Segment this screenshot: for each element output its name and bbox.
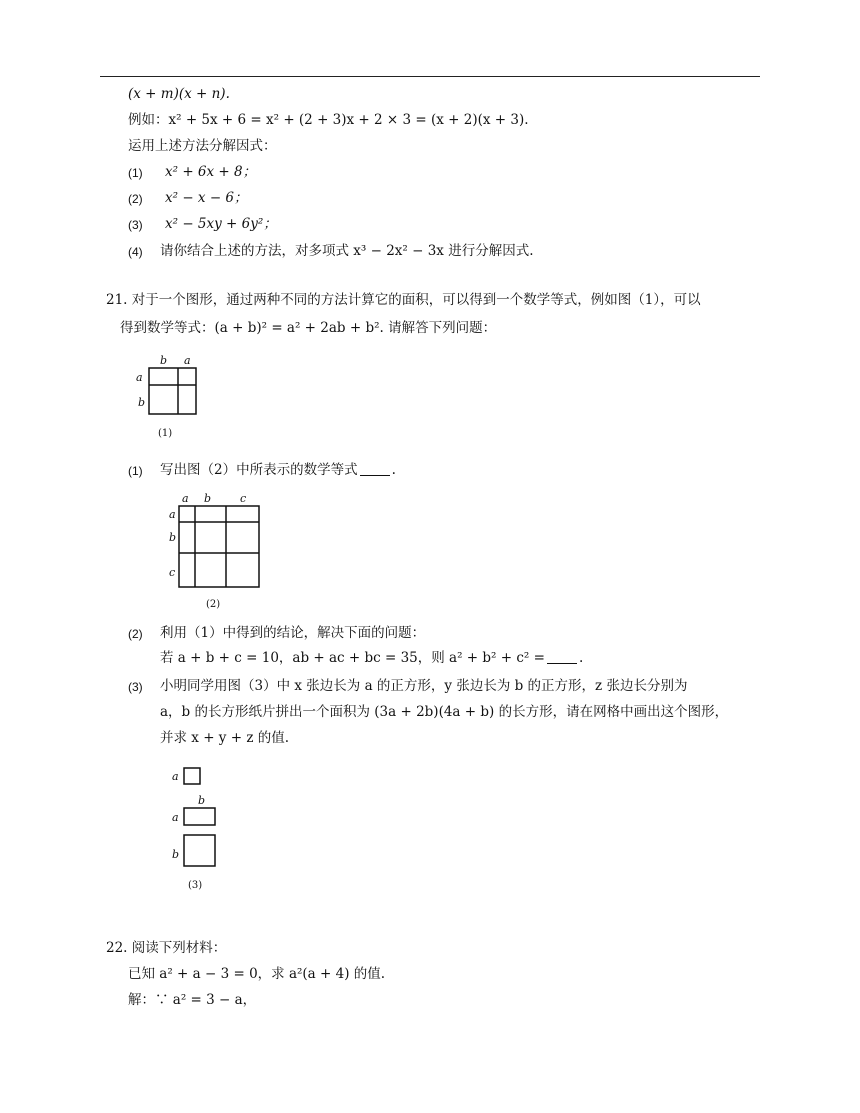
answer-blank[interactable] (547, 649, 577, 664)
part-3-line1: 小明同学用图（3）中 x 张边长为 a 的正方形，y 张边长为 b 的正方形，z 张边长分别为 (160, 678, 688, 694)
part-3-line2: a，b 的长方形纸片拼出一个面积为 (3a + 2b)(4a + b) 的长方形，请在网格中画出这个图形， (160, 704, 729, 720)
fig2-top-label-c: c (240, 492, 247, 505)
fig1-top-label-b: b (160, 354, 168, 367)
part-number: (1) (128, 464, 143, 478)
figure-3 (164, 764, 234, 898)
item-number: (1) (128, 166, 143, 180)
part-2-condition (160, 648, 583, 668)
fig1-left-label-a: a (136, 371, 143, 384)
part-1-label: 写出图（2）中所表示的数学等式 (160, 462, 358, 478)
figure-2 (160, 490, 270, 618)
fig3-caption: (3) (188, 880, 203, 891)
text-line: (x + m)(x + n). (128, 86, 230, 102)
fig3-label-b-left: b (172, 848, 180, 861)
fig3-label-b-top: b (198, 794, 206, 807)
answer-blank[interactable] (360, 461, 390, 476)
header-rule (100, 76, 760, 77)
item-text: 请你结合上述的方法，对多项式 x³ − 2x² − 3x 进行分解因式. (160, 243, 534, 259)
fig2-left-label-c: c (169, 566, 176, 579)
fig2-top-label-b: b (204, 492, 212, 505)
item-number: (2) (128, 192, 143, 206)
question-22-given: 已知 a² + a − 3 = 0，求 a²(a + 4) 的值. (128, 966, 386, 982)
question-21-line2: 得到数学等式：(a + b)² = a² + 2ab + b². 请解答下列问题： (120, 320, 497, 336)
part-2-equation: 若 a + b + c = 10，ab + ac + bc = 35，则 a² + b² + c² = (160, 650, 545, 666)
item-text: x² − 5xy + 6y²； (165, 216, 277, 232)
fig3-label-a-left: a (172, 811, 179, 824)
fig1-top-label-a: a (184, 354, 191, 367)
fig3-label-a: a (172, 770, 179, 783)
fig2-caption: (2) (206, 599, 221, 610)
part-number: (2) (128, 627, 143, 641)
question-21-line1: 21. 对于一个图形，通过两种不同的方法计算它的面积，可以得到一个数学等式，例如图（1），可以 (106, 292, 701, 308)
part-2-text: 利用（1）中得到的结论，解决下面的问题： (160, 625, 426, 641)
item-number: (4) (128, 245, 143, 259)
item-number: (3) (128, 218, 143, 232)
fig2-top-label-a: a (182, 492, 189, 505)
fig2-left-label-a: a (169, 508, 176, 521)
fig1-left-label-b: b (138, 396, 146, 409)
item-text: x² + 6x + 8； (165, 164, 257, 180)
fig2-left-label-b: b (169, 531, 177, 544)
part-1-text (160, 460, 396, 480)
period: . (578, 650, 584, 666)
part-3-line3: 并求 x + y + z 的值. (160, 730, 290, 746)
example-line: 例如：x² + 5x + 6 = x² + (2 + 3)x + 2 × 3 = (x + 2)(x + 3). (128, 112, 529, 128)
question-22-solution: 解：∵ a² = 3 − a， (128, 992, 257, 1008)
part-number: (3) (128, 680, 143, 694)
fig1-caption: (1) (158, 428, 173, 439)
figure-1 (130, 352, 210, 448)
item-text: x² − x − 6； (165, 190, 248, 206)
question-22-title: 22. 阅读下列材料： (106, 940, 227, 956)
instruction-line: 运用上述方法分解因式： (128, 138, 277, 154)
period: . (391, 462, 396, 478)
